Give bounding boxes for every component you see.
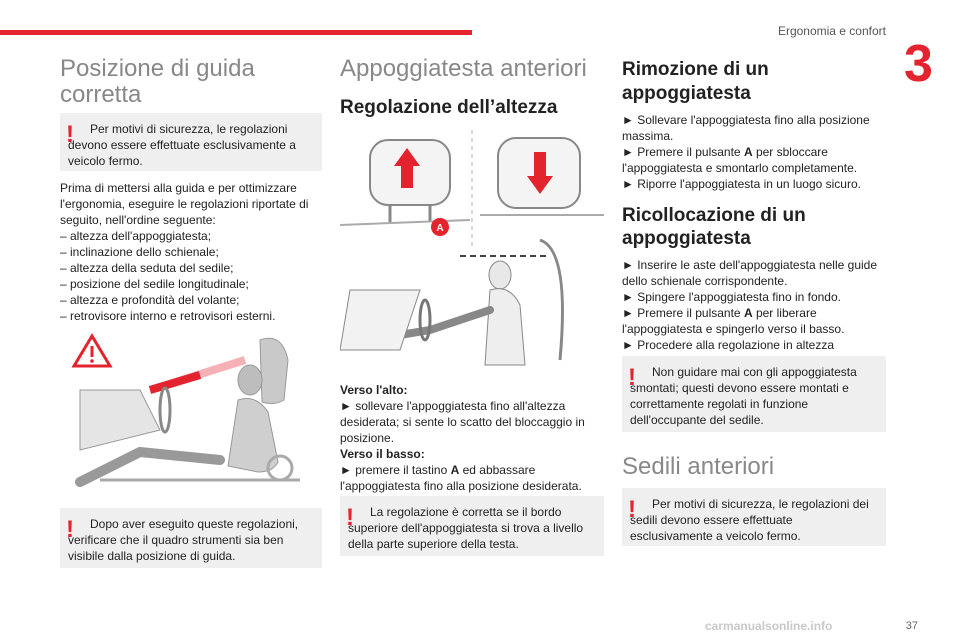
top-accent-bar (0, 30, 472, 35)
chapter-title: Ergonomia e confort (777, 24, 886, 38)
watermark: carmanualsonline.info (705, 619, 833, 633)
reinstall-step: ► Spingere l'appoggiatesta fino in fondo. (622, 290, 841, 304)
warning-box-headrest-level (340, 496, 604, 556)
reinstall-step: ► Inserire le aste dell'appoggiatesta nelle guide dello schienale corrispondente. (622, 258, 877, 288)
warning-text: La regolazione è corretta se il bordo superiore dell'appoggiatesta si trova a livello della parte superiore della testa. (348, 505, 584, 551)
subsection-title-removal: Rimozione di un appoggiatesta (622, 59, 769, 104)
warning-icon: ! (628, 496, 636, 523)
reinstall-step: ► Procedere alla regolazione in altezza (622, 338, 834, 352)
section-title-driving-position: Posizione di guida corretta (60, 55, 255, 109)
warning-icon: ! (66, 121, 74, 148)
warning-text: Per motivi di sicurezza, le regolazioni devono essere effettuate esclusivamente a veicolo fermo. (68, 122, 296, 168)
warning-box-adjust-stationary (60, 113, 322, 171)
label-a: A (436, 223, 444, 234)
removal-step: ► Riporre l'appoggiatesta in un luogo sicuro. (622, 176, 861, 191)
list-item: – altezza della seduta del sedile; (60, 261, 234, 275)
section-title-headrests: Appoggiatesta anteriori (340, 55, 587, 82)
chapter-number: 3 (904, 35, 933, 93)
list-item: – inclinazione dello schienale; (60, 245, 219, 259)
subsection-title-reinstall: Ricollocazione di un appoggiatesta (622, 204, 806, 250)
page-number: 37 (905, 620, 918, 632)
up-heading: Verso l'alto: (340, 383, 408, 397)
list-item: – posizione del sedile longitudinale; (60, 277, 249, 291)
subsection-title-height: Regolazione dell’altezza (340, 97, 558, 119)
list-item: – altezza e profondità del volante; (60, 293, 240, 307)
warning-text: Dopo aver eseguito queste regolazioni, verificare che il quadro strumenti sia ben visibile dalla posizione di guida. (68, 517, 299, 563)
height-instructions (340, 382, 602, 494)
down-heading: Verso il basso: (340, 447, 425, 461)
headrest-adjustment-illustration (340, 130, 604, 380)
warning-box-never-drive-without (622, 356, 886, 432)
adjustment-list (60, 228, 322, 324)
driver-line-of-sight-illustration (70, 330, 310, 490)
reinstall-step: ► Premere il pulsante A per liberare l'appoggiatesta e spingerlo verso il basso. (622, 306, 845, 336)
warning-icon: ! (66, 516, 74, 543)
warning-text: Non guidare mai con gli appoggiatesta smontati; questi devono essere montati e correttamente regolati in funzione dell'occupante del sedile. (630, 365, 857, 427)
warning-icon: ! (628, 364, 636, 391)
removal-step: ► Premere il pulsante A per sbloccare l'appoggiatesta e smontarlo completamente. (622, 144, 858, 175)
list-item: – retrovisore interno e retrovisori esterni. (60, 309, 276, 323)
warning-box-instrument-visibility (60, 508, 322, 568)
section-title-front-seats: Sedili anteriori (622, 453, 775, 480)
warning-icon: ! (346, 504, 354, 531)
warning-text: Per motivi di sicurezza, le regolazioni dei sedili devono essere effettuate esclusivamente a veicolo fermo. (630, 497, 869, 543)
removal-step: ► Sollevare l'appoggiatesta fino alla posizione massima. (622, 112, 870, 143)
list-item: – altezza dell'appoggiatesta; (60, 229, 212, 243)
column-headrests (340, 56, 604, 120)
warning-box-seats-stationary (622, 488, 886, 546)
down-text: ► premere il tastino A ed abbassare l'appoggiatesta fino alla posizione desiderata. (340, 463, 582, 493)
column-driving-position (60, 56, 322, 109)
intro-paragraph: Prima di mettersi alla guida e per ottimizzare l'ergonomia, eseguire le regolazioni riportate di seguito, nell'ordine seguente: (60, 181, 309, 227)
column-removal (622, 58, 886, 369)
up-text: ► sollevare l'appoggiatesta fino all'altezza desiderata; si sente lo scatto del bloccaggio in posizione. (340, 399, 585, 445)
